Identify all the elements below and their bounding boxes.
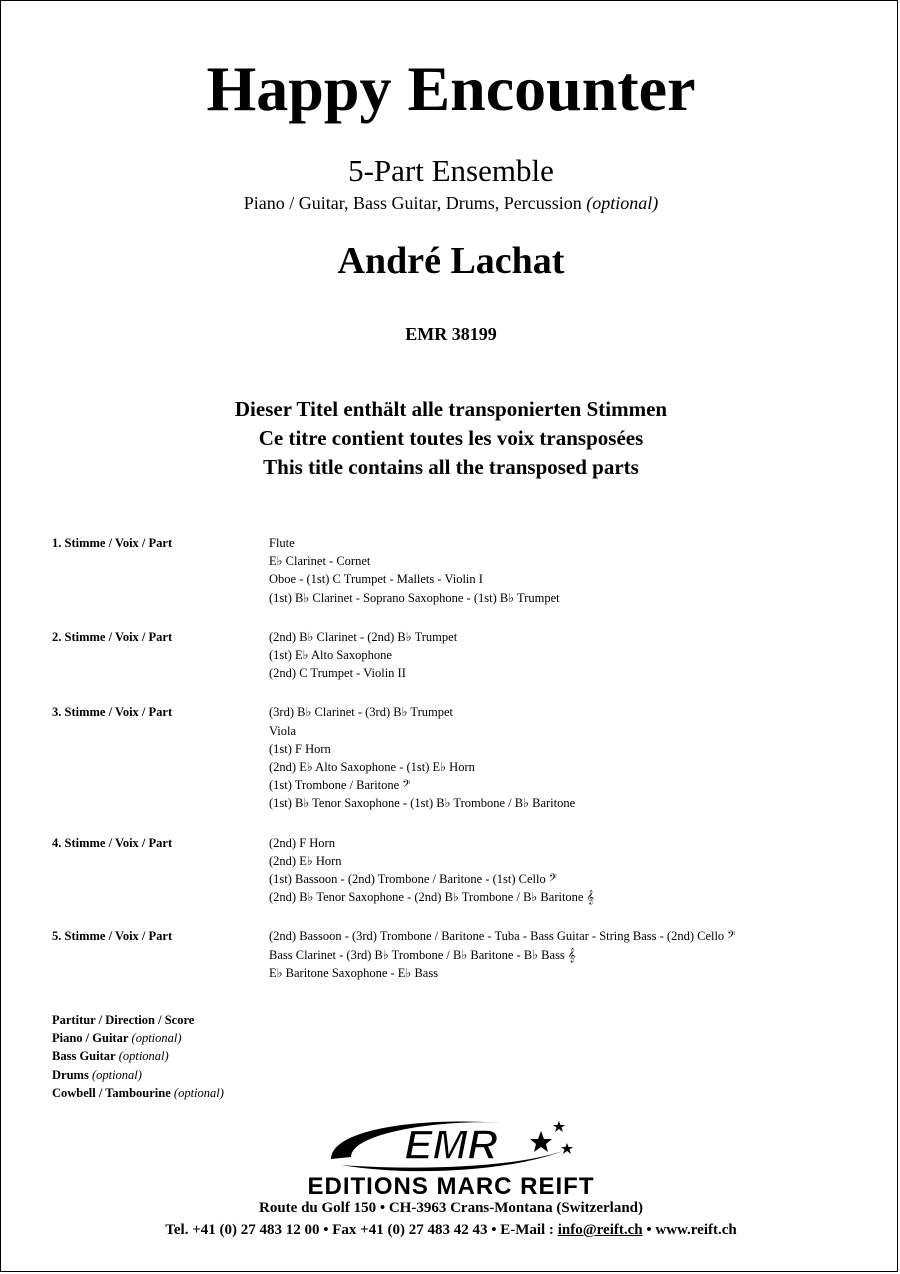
composer-name: André Lachat [337, 240, 565, 282]
instrumentation-optional: (optional) [586, 193, 659, 213]
publisher-name: EDITIONS MARC REIFT [307, 1173, 595, 1200]
ensemble-subtitle: 5-Part Ensemble [348, 153, 554, 188]
note-english: This title contains all the transposed parts [263, 455, 639, 479]
part-instrument-line: (1st) F Horn [269, 741, 331, 756]
publisher-address: Route du Golf 150 • CH-3963 Crans-Montana (Switzerland) [259, 1200, 643, 1216]
part-instruments [269, 834, 872, 907]
extra-part-item [52, 1084, 224, 1102]
extra-part-label: Partitur / Direction / Score [52, 1013, 195, 1027]
catalog-number: EMR 38199 [405, 324, 497, 344]
part-instrument-line: (2nd) Bassoon - (3rd) Trombone / Baritone - Tuba - Bass Guitar - String Bass - (2nd) Cello 𝄢 [269, 929, 736, 944]
star-icon [561, 1143, 573, 1154]
part-instrument-line: Viola [269, 723, 297, 738]
part-instrument-line: (1st) B♭ Clarinet - Soprano Saxophone - (1st) B♭ Trumpet [269, 590, 560, 605]
transposition-notes [1, 395, 900, 482]
extra-part-label: Cowbell / Tambourine [52, 1085, 171, 1100]
note-german: Dieser Titel enthält alle transponierten Stimmen [234, 397, 668, 421]
part-group [52, 834, 872, 907]
part-label: 2. Stimme / Voix / Part [52, 629, 173, 644]
part-group [52, 703, 872, 812]
star-icon [530, 1131, 552, 1152]
part-group [52, 927, 872, 982]
emr-logo [301, 1109, 601, 1177]
contact-phone-fax: Tel. +41 (0) 27 483 12 00 • Fax +41 (0) 27 483 42 43 • E-Mail : [165, 1222, 558, 1238]
publisher-contact [1, 1221, 900, 1239]
extra-parts-list [52, 1011, 224, 1102]
part-instrument-line: (2nd) C Trumpet - Violin II [269, 666, 406, 681]
part-instrument-line: (2nd) E♭ Alto Saxophone - (1st) E♭ Horn [269, 760, 475, 775]
part-instrument-line: Flute [269, 536, 295, 550]
note-french: Ce titre contient toutes les voix transposées [258, 426, 644, 450]
part-instrument-line: (3rd) B♭ Clarinet - (3rd) B♭ Trumpet [269, 705, 453, 720]
part-instruments [269, 628, 872, 683]
part-label: 4. Stimme / Voix / Part [52, 835, 173, 850]
part-label: 5. Stimme / Voix / Part [52, 929, 173, 944]
extra-part-item [52, 1047, 224, 1065]
part-instrument-line: E♭ Clarinet - Cornet [269, 554, 371, 569]
extra-part-label: Bass Guitar [52, 1049, 116, 1064]
extra-part-optional: (optional) [118, 1049, 169, 1064]
part-instrument-line: Bass Clarinet - (3rd) B♭ Trombone / B♭ Baritone - B♭ Bass 𝄞 [269, 947, 576, 962]
part-instrument-line: (1st) Bassoon - (2nd) Trombone / Baritone - (1st) Cello 𝄢 [269, 872, 557, 887]
extra-part-item [52, 1011, 224, 1029]
extra-part-item [52, 1066, 224, 1084]
contact-website: • www.reift.ch [642, 1222, 737, 1238]
part-instrument-line: (1st) Trombone / Baritone 𝄢 [269, 778, 411, 793]
part-instruments [269, 703, 872, 812]
part-label: 1. Stimme / Voix / Part [52, 536, 173, 550]
extra-part-item [52, 1029, 224, 1047]
extra-part-optional: (optional) [173, 1085, 224, 1100]
part-instruments [269, 534, 872, 607]
email-link[interactable]: info@reift.ch [557, 1222, 643, 1238]
part-instrument-line: (2nd) B♭ Clarinet - (2nd) B♭ Trumpet [269, 629, 458, 644]
part-instrument-line: (2nd) E♭ Horn [269, 853, 342, 868]
logo-text: EMR [404, 1121, 498, 1168]
part-instrument-line: (2nd) B♭ Tenor Saxophone - (2nd) B♭ Trombone / B♭ Baritone 𝄞 [269, 890, 594, 905]
extra-part-label: Piano / Guitar [52, 1031, 129, 1046]
parts-list [52, 534, 872, 1003]
part-instrument-line: (1st) B♭ Tenor Saxophone - (1st) B♭ Trombone / B♭ Baritone [269, 796, 576, 811]
star-icon [553, 1121, 565, 1132]
part-instruments [269, 927, 872, 982]
part-group [52, 628, 872, 683]
extra-part-optional: (optional) [131, 1031, 182, 1046]
instrumentation-text: Piano / Guitar, Bass Guitar, Drums, Percussion [243, 193, 582, 213]
extra-part-optional: (optional) [91, 1067, 142, 1082]
part-label: 3. Stimme / Voix / Part [52, 705, 173, 720]
part-instrument-line: (1st) E♭ Alto Saxophone [269, 648, 392, 663]
page-title: Happy Encounter [206, 53, 696, 124]
part-group [52, 534, 872, 607]
part-instrument-line: (2nd) F Horn [269, 835, 335, 850]
part-instrument-line: Oboe - (1st) C Trumpet - Mallets - Violin I [269, 572, 483, 587]
part-instrument-line: E♭ Baritone Saxophone - E♭ Bass [269, 965, 439, 980]
instrumentation-line [1, 192, 900, 214]
extra-part-label: Drums [52, 1067, 89, 1082]
